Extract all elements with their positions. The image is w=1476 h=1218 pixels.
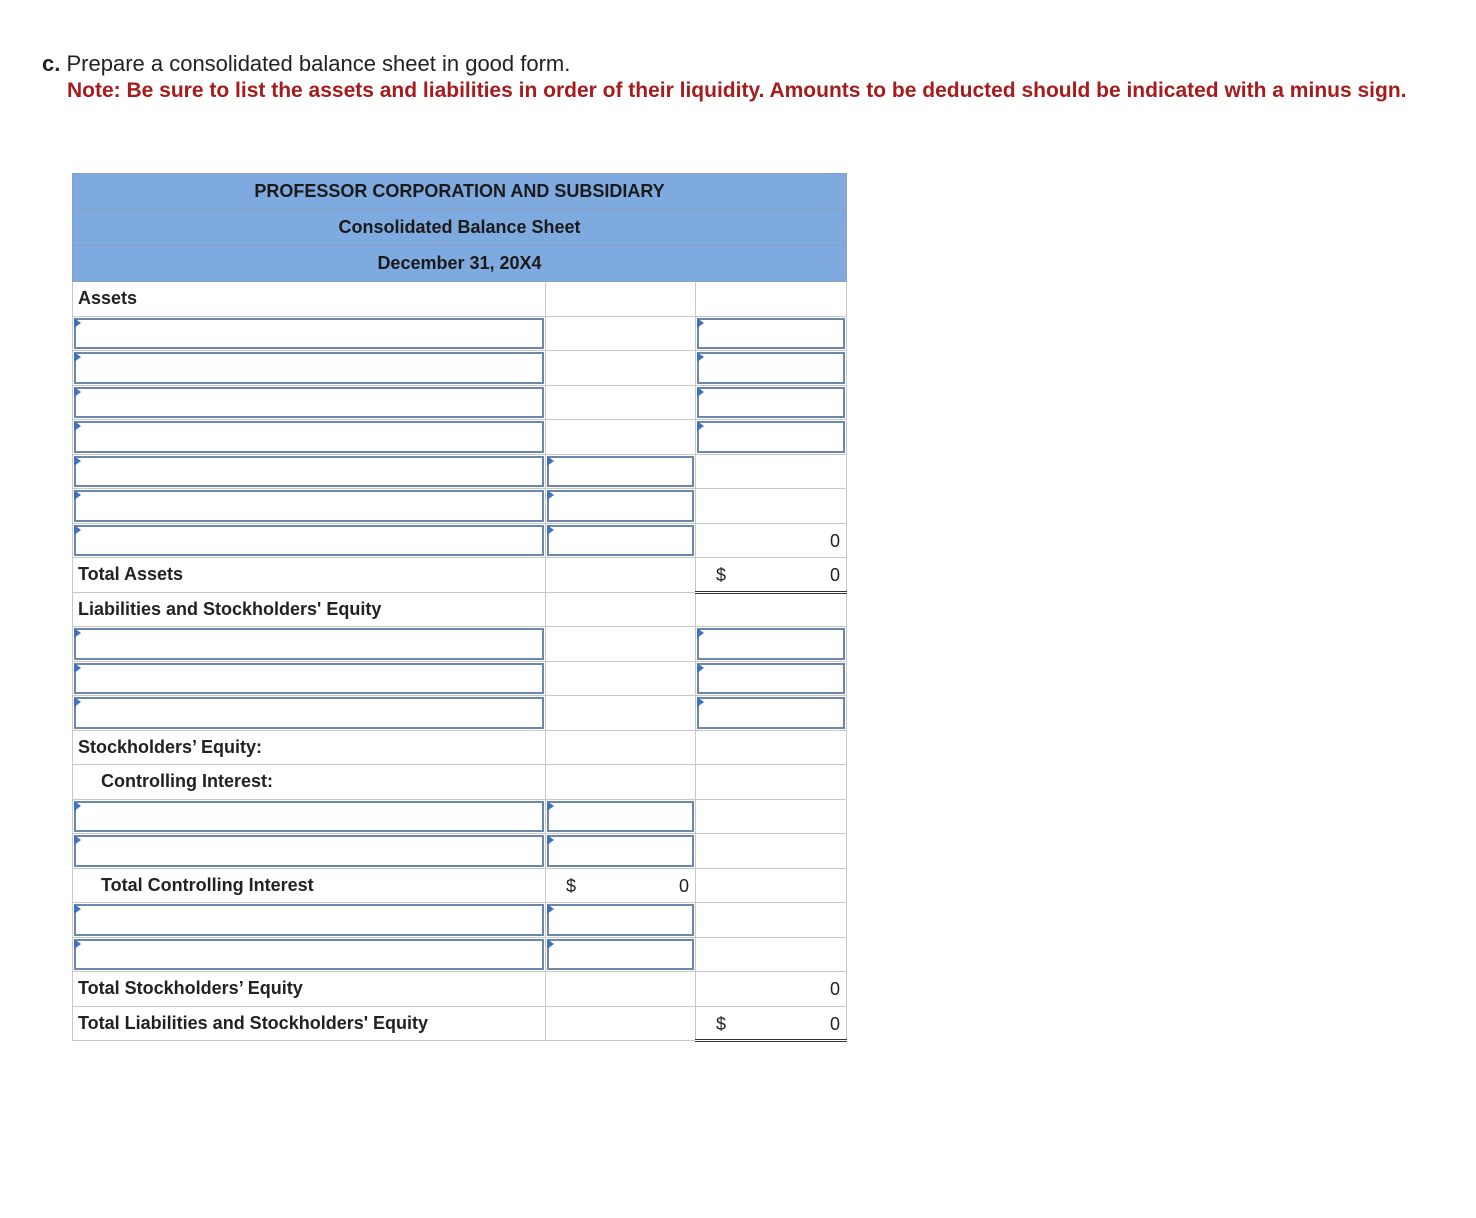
statement-title: Consolidated Balance Sheet (73, 210, 847, 246)
total-se-row (73, 972, 847, 1007)
asset-net-amount (696, 523, 847, 558)
dropdown-arrow-icon (697, 352, 704, 362)
total-ci-row (73, 868, 847, 903)
dropdown-arrow-icon (74, 801, 81, 811)
ci-row (73, 834, 847, 869)
ci-row (73, 799, 847, 834)
dropdown-arrow-icon (547, 801, 554, 811)
liability-row (73, 696, 847, 731)
asset-row (73, 454, 847, 489)
asset-account-select[interactable] (73, 489, 546, 524)
dropdown-arrow-icon (74, 939, 81, 949)
currency-symbol: $ (566, 875, 577, 896)
total-le-amount (696, 1006, 847, 1041)
statement-date: December 31, 20X4 (73, 246, 847, 282)
asset-row (73, 316, 847, 351)
dropdown-arrow-icon (547, 835, 554, 845)
company-name: PROFESSOR CORPORATION AND SUBSIDIARY (73, 174, 847, 210)
dropdown-arrow-icon (697, 387, 704, 397)
nci-amount-input[interactable] (546, 937, 696, 972)
asset-account-select[interactable] (73, 420, 546, 455)
instruction-line (42, 50, 1442, 77)
liab-equity-label: Liabilities and Stockholders' Equity (73, 592, 546, 627)
total-le-label: Total Liabilities and Stockholders' Equity (73, 1006, 546, 1041)
instruction-prompt: Prepare a consolidated balance sheet in good form. (66, 51, 571, 76)
liability-amount-input[interactable] (696, 627, 847, 662)
ci-amount-input[interactable] (546, 799, 696, 834)
dropdown-arrow-icon (697, 318, 704, 328)
asset-amount-input[interactable] (696, 316, 847, 351)
asset-amount-input[interactable] (696, 385, 847, 420)
liability-account-select[interactable] (73, 627, 546, 662)
part-label: c. (42, 51, 61, 76)
currency-symbol: $ (716, 1013, 727, 1034)
total-assets-label: Total Assets (73, 558, 546, 593)
asset-row (73, 420, 847, 455)
liability-row (73, 661, 847, 696)
dropdown-arrow-icon (74, 421, 81, 431)
liability-account-select[interactable] (73, 696, 546, 731)
asset-row (73, 385, 847, 420)
liability-row (73, 627, 847, 662)
asset-account-select[interactable] (73, 454, 546, 489)
liability-amount-input[interactable] (696, 661, 847, 696)
asset-amount-input[interactable] (696, 420, 847, 455)
assets-label: Assets (73, 282, 546, 317)
dropdown-arrow-icon (547, 939, 554, 949)
dropdown-arrow-icon (74, 387, 81, 397)
instruction-note: Note: Be sure to list the assets and liabilities in order of their liquidity. Amounts to be deducted should be indicated with a minus sign. (67, 79, 1407, 102)
ci-account-select[interactable] (73, 834, 546, 869)
dropdown-arrow-icon (547, 456, 554, 466)
dropdown-arrow-icon (74, 628, 81, 638)
nci-account-select[interactable] (73, 937, 546, 972)
se-header-row (73, 730, 847, 765)
se-label: Stockholders’ Equity: (73, 730, 546, 765)
asset-account-select[interactable] (73, 385, 546, 420)
currency-symbol: $ (716, 565, 727, 585)
dropdown-arrow-icon (547, 904, 554, 914)
dropdown-arrow-icon (74, 904, 81, 914)
asset-amount-input[interactable] (696, 351, 847, 386)
nci-amount-input[interactable] (546, 903, 696, 938)
dropdown-arrow-icon (74, 663, 81, 673)
ci-amount-input[interactable] (546, 834, 696, 869)
dropdown-arrow-icon (74, 352, 81, 362)
dropdown-arrow-icon (547, 525, 554, 535)
asset-subamount-input[interactable] (546, 489, 696, 524)
asset-net-value: 0 (829, 530, 840, 551)
asset-subamount-input[interactable] (546, 454, 696, 489)
total-assets-amount (696, 558, 847, 593)
asset-account-select[interactable] (73, 523, 546, 558)
dropdown-arrow-icon (74, 318, 81, 328)
assets-header-row (73, 282, 847, 317)
liability-account-select[interactable] (73, 661, 546, 696)
dropdown-arrow-icon (74, 490, 81, 500)
asset-row (73, 489, 847, 524)
dropdown-arrow-icon (74, 697, 81, 707)
dropdown-arrow-icon (697, 663, 704, 673)
instructions (42, 50, 1442, 104)
total-se-value: 0 (829, 979, 840, 999)
dropdown-arrow-icon (74, 525, 81, 535)
asset-account-select[interactable] (73, 351, 546, 386)
asset-subamount-input[interactable] (546, 523, 696, 558)
liab-equity-header-row (73, 592, 847, 627)
nci-row (73, 903, 847, 938)
total-le-value: 0 (829, 1013, 840, 1034)
dropdown-arrow-icon (697, 628, 704, 638)
balance-sheet-table (72, 173, 847, 1042)
dropdown-arrow-icon (547, 490, 554, 500)
dropdown-arrow-icon (74, 456, 81, 466)
dropdown-arrow-icon (74, 835, 81, 845)
nci-account-select[interactable] (73, 903, 546, 938)
asset-row (73, 351, 847, 386)
total-se-label: Total Stockholders’ Equity (73, 972, 546, 1007)
dropdown-arrow-icon (697, 697, 704, 707)
asset-row (73, 523, 847, 558)
asset-account-select[interactable] (73, 316, 546, 351)
liability-amount-input[interactable] (696, 696, 847, 731)
total-se-amount (696, 972, 847, 1007)
total-ci-value: 0 (678, 875, 689, 896)
nci-row (73, 937, 847, 972)
total-assets-value: 0 (829, 565, 840, 585)
total-ci-label: Total Controlling Interest (73, 868, 546, 903)
ci-header-row (73, 765, 847, 800)
dropdown-arrow-icon (697, 421, 704, 431)
total-ci-amount (546, 868, 696, 903)
total-le-row (73, 1006, 847, 1041)
total-assets-row (73, 558, 847, 593)
ci-account-select[interactable] (73, 799, 546, 834)
ci-label: Controlling Interest: (73, 765, 546, 800)
